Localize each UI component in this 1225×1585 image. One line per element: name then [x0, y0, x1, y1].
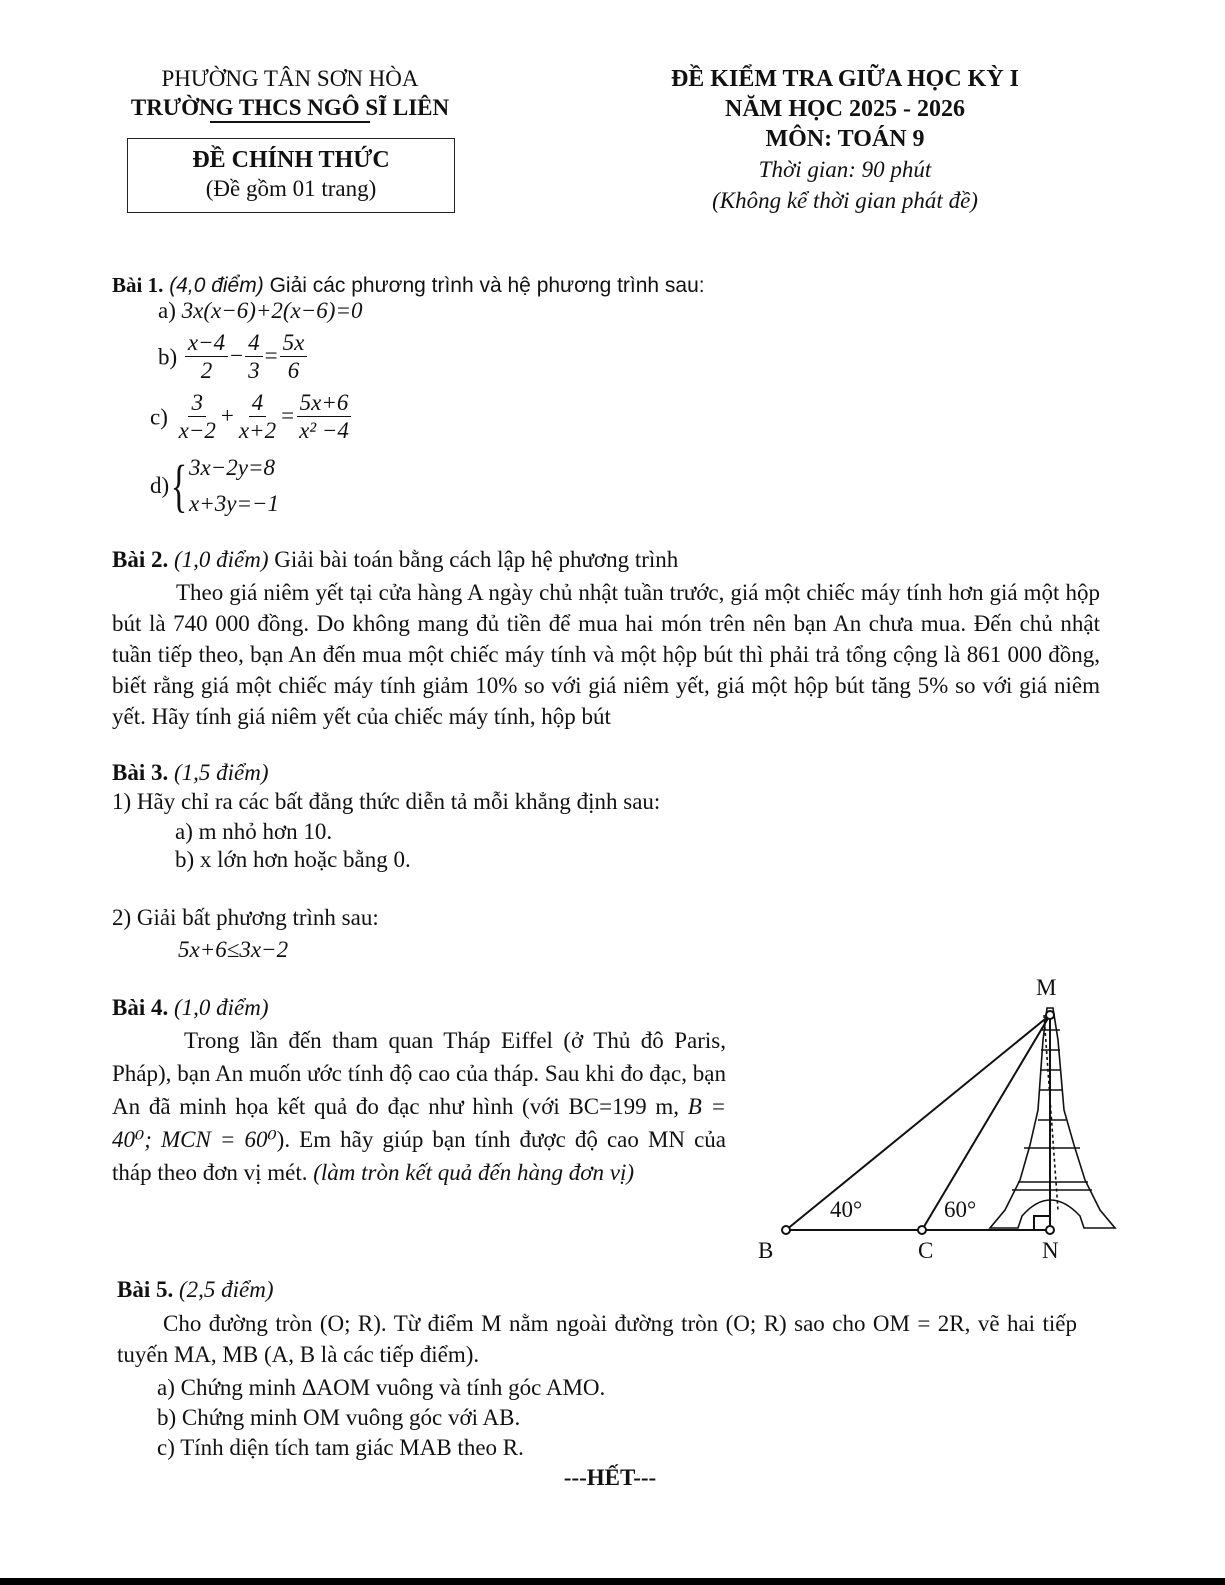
- label-b: B: [758, 1238, 774, 1263]
- denominator: x−2: [178, 418, 216, 443]
- operator: =: [281, 402, 295, 428]
- bai4-heading: [112, 995, 269, 1021]
- fraction: [280, 330, 308, 385]
- bai1-a-equation: 3x(x−6)+2(x−6)=0: [181, 298, 363, 323]
- official-label: ĐỀ CHÍNH THỨC: [192, 147, 390, 173]
- numerator: 5x+6: [297, 390, 352, 417]
- school-year: NĂM HỌC 2025 - 2026: [725, 96, 965, 122]
- bai5-heading: [117, 1277, 274, 1303]
- bai1-points: (4,0 điểm): [169, 274, 264, 297]
- exam-title: ĐỀ KIỂM TRA GIỮA HỌC KỲ I: [670, 66, 1020, 92]
- bai5-label: Bài 5.: [117, 1277, 174, 1302]
- bai1-d: [150, 450, 279, 522]
- bai1-b-label: b): [158, 344, 178, 370]
- end-marker: ---HẾT---: [563, 1465, 657, 1490]
- official-box: [127, 138, 455, 213]
- label-m: M: [1036, 975, 1057, 1000]
- bai5-c: c) Tính diện tích tam giác MAB theo R.: [157, 1435, 524, 1460]
- denominator: 6: [287, 358, 300, 383]
- bai2-body: Theo giá niêm yết tại cửa hàng A ngày chủ nhật tuần trước, giá một chiếc máy tính hơn giá một hộp bút là 740 000 đồng. Do không mang đủ tiền để mua hai món trên nên bạn An chưa mua. Đến chủ nhật tuần tiếp theo, bạn An đến mua một chiếc máy tính và một hộp bút thì phải trả tổng cộng là 861 000 đồng, biết rằng giá một chiếc máy tính giảm 10% so với giá niêm yết, giá một hộp bút tăng 5% so với giá niêm yết. Hãy tính giá niêm yết của chiếc máy tính, hộp bút: [112, 580, 1100, 729]
- bai1-a-label: a): [158, 298, 176, 323]
- bai4-math: B = 40⁰; MCN = 60⁰: [112, 1094, 726, 1152]
- ward-name: PHƯỜNG TÂN SƠN HÒA: [161, 66, 419, 91]
- point-c: [918, 1226, 926, 1234]
- bai5-b: b) Chứng minh OM vuông góc với AB.: [157, 1405, 521, 1430]
- system-brace: {: [170, 453, 188, 518]
- bai5-body: Cho đường tròn (O; R). Từ điểm M nằm ngoài đường tròn (O; R) sao cho OM = 2R, vẽ hai tiếp tuyến MA, MB (A, B là các tiếp điểm).: [117, 1311, 1077, 1367]
- label-c: C: [918, 1238, 934, 1263]
- numerator: 3: [188, 390, 206, 417]
- bai1-a: [158, 298, 362, 324]
- point-b: [782, 1226, 790, 1234]
- school-underline: [210, 121, 370, 123]
- operator: +: [220, 402, 234, 428]
- bai3-part2: 2) Giải bất phương trình sau:: [112, 905, 379, 930]
- bai4-text: Trong lần đến tham quan Tháp Eiffel (ở Thủ đô Paris, Pháp), bạn An muốn ước tính độ cao của tháp. Sau khi đo đạc, bạn An đã minh họa kết quả đo đạc như hình (với BC=199 m,: [112, 1028, 726, 1119]
- point-m: [1046, 1011, 1054, 1019]
- denominator: x+2: [238, 418, 277, 443]
- angle-b-label: 40°: [830, 1197, 863, 1222]
- fraction: [236, 390, 279, 445]
- fraction: [185, 330, 228, 385]
- denominator: 3: [248, 358, 260, 383]
- denominator: 2: [200, 358, 213, 383]
- bai3-heading: [112, 760, 269, 786]
- bai4-text-2: ). Em hãy giúp bạn tính được độ cao MN của tháp theo đơn vị mét.: [112, 1127, 727, 1185]
- bai3-inequality: 5x+6≤3x−2: [178, 937, 289, 962]
- bai3-label: Bài 3.: [112, 760, 169, 785]
- bai1-label: Bài 1.: [112, 273, 164, 297]
- bai3-part1: 1) Hãy chỉ ra các bất đẳng thức diễn tả mỗi khẳng định sau:: [112, 789, 661, 814]
- numerator: 5x: [280, 330, 308, 357]
- fraction: [296, 390, 352, 445]
- equation-2: x+3y=−1: [189, 491, 279, 516]
- angle-c-label: 60°: [944, 1197, 977, 1222]
- operator: =: [264, 342, 278, 368]
- bai1-prompt: Giải các phương trình và hệ phương trình sau:: [269, 274, 705, 297]
- eiffel-tower-drawing: [990, 1008, 1115, 1228]
- numerator: 4: [245, 330, 263, 357]
- bai1-d-label: d): [150, 473, 170, 498]
- bai3-part1a: a) m nhỏ hơn 10.: [175, 819, 333, 844]
- time-limit: Thời gian: 90 phút: [758, 157, 932, 182]
- fraction: [176, 390, 219, 445]
- time-note: (Không kể thời gian phát đề): [712, 188, 978, 213]
- bai5-a: a) Chứng minh ΔAOM vuông và tính góc AMO.: [157, 1375, 606, 1400]
- label-n: N: [1042, 1238, 1059, 1263]
- bai2-label: Bài 2.: [112, 547, 169, 572]
- bai4-label: Bài 4.: [112, 995, 169, 1020]
- bai3-points: (1,5 điểm): [173, 760, 269, 785]
- bai2-points: (1,0 điểm): [173, 547, 269, 572]
- eiffel-figure: [750, 970, 1130, 1270]
- bai4-body: [112, 1024, 726, 1189]
- bai4-note: (làm tròn kết quả đến hàng đơn vị): [313, 1160, 635, 1185]
- page-bottom-border: [0, 1578, 1225, 1585]
- bai2-prompt: Giải bài toán bằng cách lập hệ phương trình: [274, 547, 679, 572]
- bai3-part1b: b) x lớn hơn hoặc bằng 0.: [175, 847, 411, 872]
- equation-1: 3x−2y=8: [189, 455, 275, 480]
- pages-label: (Đề gồm 01 trang): [205, 176, 377, 201]
- numerator: x−4: [185, 330, 228, 357]
- subject: MÔN: TOÁN 9: [765, 126, 925, 152]
- bai1-c: [150, 390, 354, 445]
- bai4-points: (1,0 điểm): [173, 995, 269, 1020]
- equation-system: [189, 450, 279, 522]
- bai5-points: (2,5 điểm): [178, 1277, 274, 1302]
- school-name: TRƯỜNG THCS NGÔ SĨ LIÊN: [130, 95, 450, 120]
- bai2-heading: [112, 547, 678, 573]
- numerator: 4: [249, 390, 267, 417]
- bai1-heading: [112, 273, 705, 298]
- bai1-b: [158, 330, 309, 385]
- fraction: [245, 330, 263, 385]
- point-n: [1046, 1226, 1054, 1234]
- bai1-c-label: c): [150, 404, 168, 430]
- denominator: x² −4: [299, 418, 349, 443]
- operator: −: [230, 342, 244, 368]
